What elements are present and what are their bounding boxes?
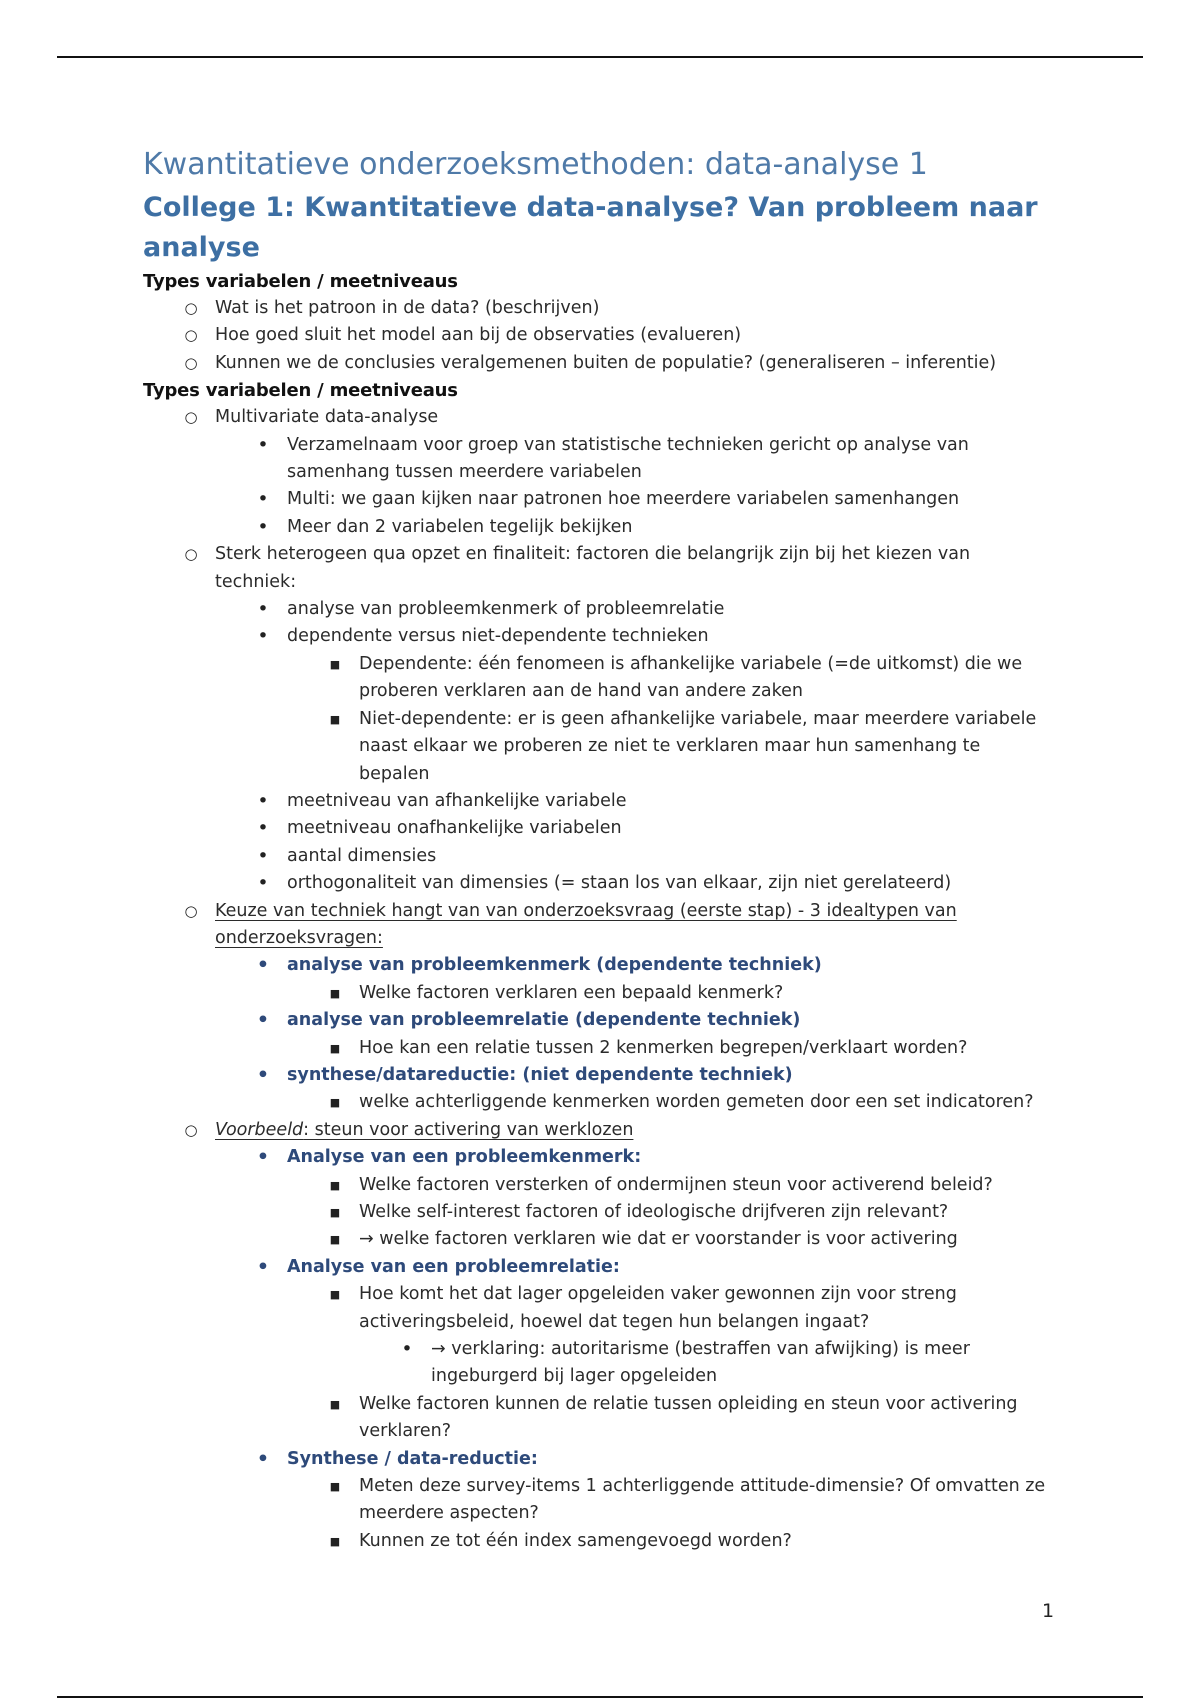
list-item: • dependente versus niet-dependente technieken	[143, 623, 1083, 650]
list-item: • meetniveau van afhankelijke variabele	[143, 788, 1083, 815]
list-item: • aantal dimensies	[143, 843, 1083, 870]
square-bullet-icon: ■	[329, 1206, 341, 1219]
dot-bullet-icon: •	[256, 1255, 270, 1278]
dot-bullet-icon: •	[256, 1009, 270, 1032]
square-bullet-icon: ■	[329, 1480, 341, 1494]
dot-bullet-icon: •	[257, 817, 269, 840]
square-bullet-icon: ■	[329, 712, 341, 726]
dot-bullet-icon: •	[257, 844, 269, 867]
square-bullet-icon: ■	[329, 1096, 341, 1110]
document-body	[143, 142, 1083, 1555]
list-item: • analyse van probleemrelatie (dependente techniek)	[143, 1007, 1083, 1034]
square-bullet-icon: ■	[329, 657, 341, 671]
list-item: • Analyse van een probleemkenmerk:	[143, 1144, 1083, 1171]
list-item: ■ Hoe kan een relatie tussen 2 kenmerken begrepen/verklaart worden?	[143, 1035, 1083, 1062]
list-item: • orthogonaliteit van dimensies (= staan los van elkaar, zijn niet gerelateerd)	[143, 870, 1083, 897]
list-item: • analyse van probleemkenmerk (dependente techniek)	[143, 952, 1083, 979]
circle-bullet-icon: ○	[184, 299, 198, 317]
circle-bullet-icon: ○	[184, 353, 198, 372]
square-bullet-icon: ■	[329, 1397, 341, 1411]
list-item: ■ Niet-dependente: er is geen afhankelijke variabele, maar meerdere variabele	[143, 706, 1083, 733]
list-item: • Meer dan 2 variabelen tegelijk bekijken	[143, 514, 1083, 541]
list-item: • → verklaring: autoritarisme (bestraffen van afwijking) is meer	[143, 1336, 1083, 1363]
list-item: ○ Kunnen we de conclusies veralgemenen buiten de populatie? (generaliseren – inferentie)	[143, 350, 1083, 377]
list-item-continuation: ingeburgerd bij lager opgeleiden	[431, 1366, 718, 1387]
list-item: ■ Welke factoren verklaren een bepaald kenmerk?	[143, 980, 1083, 1007]
circle-bullet-icon: ○	[184, 545, 198, 564]
section-heading-1: Types variabelen / meetniveaus	[143, 271, 458, 292]
document-title: Kwantitatieve onderzoeksmethoden: data-analyse 1	[143, 147, 928, 182]
footer-rule	[57, 1696, 1143, 1698]
dot-bullet-icon: •	[257, 433, 269, 456]
list-item-continuation: bepalen	[359, 763, 430, 784]
dot-bullet-icon: •	[257, 598, 269, 621]
square-bullet-icon: ■	[329, 986, 341, 1000]
dot-bullet-icon: •	[257, 625, 269, 648]
dot-bullet-icon: •	[257, 488, 269, 511]
list-item-continuation: activeringsbeleid, hoewel dat tegen hun belangen ingaat?	[359, 1311, 870, 1332]
header-rule	[57, 56, 1143, 58]
dot-bullet-icon: •	[257, 872, 269, 895]
square-bullet-icon: ■	[329, 1534, 341, 1548]
circle-bullet-icon: ○	[184, 326, 198, 345]
list-item-continuation: meerdere aspecten?	[359, 1503, 539, 1524]
list-item: ■ Welke self-interest factoren of ideologische drijfveren zijn relevant?	[143, 1199, 1083, 1226]
square-bullet-icon: ■	[329, 1178, 341, 1192]
list-item-continuation: onderzoeksvragen:	[215, 927, 383, 948]
dot-bullet-icon: •	[256, 1146, 270, 1169]
list-item: ■ welke achterliggende kenmerken worden gemeten door een set indicatoren?	[143, 1089, 1083, 1116]
square-bullet-icon: ■	[329, 1041, 341, 1055]
page-number: 1	[1042, 1600, 1055, 1622]
list-item: ○ Keuze van techniek hangt van van onderzoeksvraag (eerste stap) - 3 idealtypen van	[143, 898, 1083, 925]
list-item: • Multi: we gaan kijken naar patronen hoe meerdere variabelen samenhangen	[143, 486, 1083, 513]
list-item: ■ Meten deze survey-items 1 achterliggende attitude-dimensie? Of omvatten ze	[143, 1473, 1083, 1500]
list-item: ○ Wat is het patroon in de data? (beschrijven)	[143, 295, 1083, 322]
square-bullet-icon: ■	[329, 1288, 341, 1302]
dot-bullet-icon: •	[256, 1447, 270, 1470]
list-item: ■ Dependente: één fenomeen is afhankelijke variabele (=de uitkomst) die we	[143, 651, 1083, 678]
list-item-continuation: techniek:	[215, 571, 297, 592]
college-heading: College 1: Kwantitatieve data-analyse? Van probleem naar analyse	[143, 192, 1038, 263]
dot-bullet-icon: •	[401, 1338, 413, 1361]
list-item: ■ Welke factoren versterken of ondermijnen steun voor activerend beleid?	[143, 1172, 1083, 1199]
circle-bullet-icon: ○	[184, 901, 198, 920]
section-heading-2: Types variabelen / meetniveaus	[143, 380, 458, 402]
list-item: ○ Voorbeeld: steun voor activering van werklozen	[143, 1117, 1083, 1144]
list-item: ■ → welke factoren verklaren wie dat er voorstander is voor activering	[143, 1226, 1083, 1253]
list-item: ○ Multivariate data-analyse	[143, 404, 1083, 431]
list-item-continuation: naast elkaar we proberen ze niet te verklaren maar hun samenhang te	[359, 736, 981, 757]
list-item-continuation: samenhang tussen meerdere variabelen	[287, 462, 642, 483]
list-item: ■ Welke factoren kunnen de relatie tussen opleiding en steun voor activering	[143, 1391, 1083, 1418]
list-item: ■ Hoe komt het dat lager opgeleiden vaker gewonnen zijn voor streng	[143, 1281, 1083, 1308]
list-item: • Verzamelnaam voor groep van statistische technieken gericht op analyse van	[143, 432, 1083, 459]
list-item-continuation: verklaren?	[359, 1421, 451, 1442]
list-item: • Synthese / data-reductie:	[143, 1446, 1083, 1473]
dot-bullet-icon: •	[256, 954, 270, 977]
list-item: • Analyse van een probleemrelatie:	[143, 1254, 1083, 1281]
dot-bullet-icon: •	[257, 515, 269, 538]
dot-bullet-icon: •	[257, 789, 269, 812]
list-item: • synthese/datareductie: (niet dependente techniek)	[143, 1062, 1083, 1089]
list-item: • meetniveau onafhankelijke variabelen	[143, 815, 1083, 842]
list-item: ○ Sterk heterogeen qua opzet en finaliteit: factoren die belangrijk zijn bij het kiezen van	[143, 541, 1083, 568]
list-item-continuation: proberen verklaren aan de hand van andere zaken	[359, 681, 803, 702]
list-item: ■ Kunnen ze tot één index samengevoegd worden?	[143, 1528, 1083, 1555]
circle-bullet-icon: ○	[184, 1120, 198, 1139]
circle-bullet-icon: ○	[184, 408, 198, 427]
list-item: ○ Hoe goed sluit het model aan bij de observaties (evalueren)	[143, 322, 1083, 349]
dot-bullet-icon: •	[256, 1063, 270, 1086]
list-item: • analyse van probleemkenmerk of probleemrelatie	[143, 596, 1083, 623]
square-bullet-icon: ■	[329, 1233, 341, 1247]
